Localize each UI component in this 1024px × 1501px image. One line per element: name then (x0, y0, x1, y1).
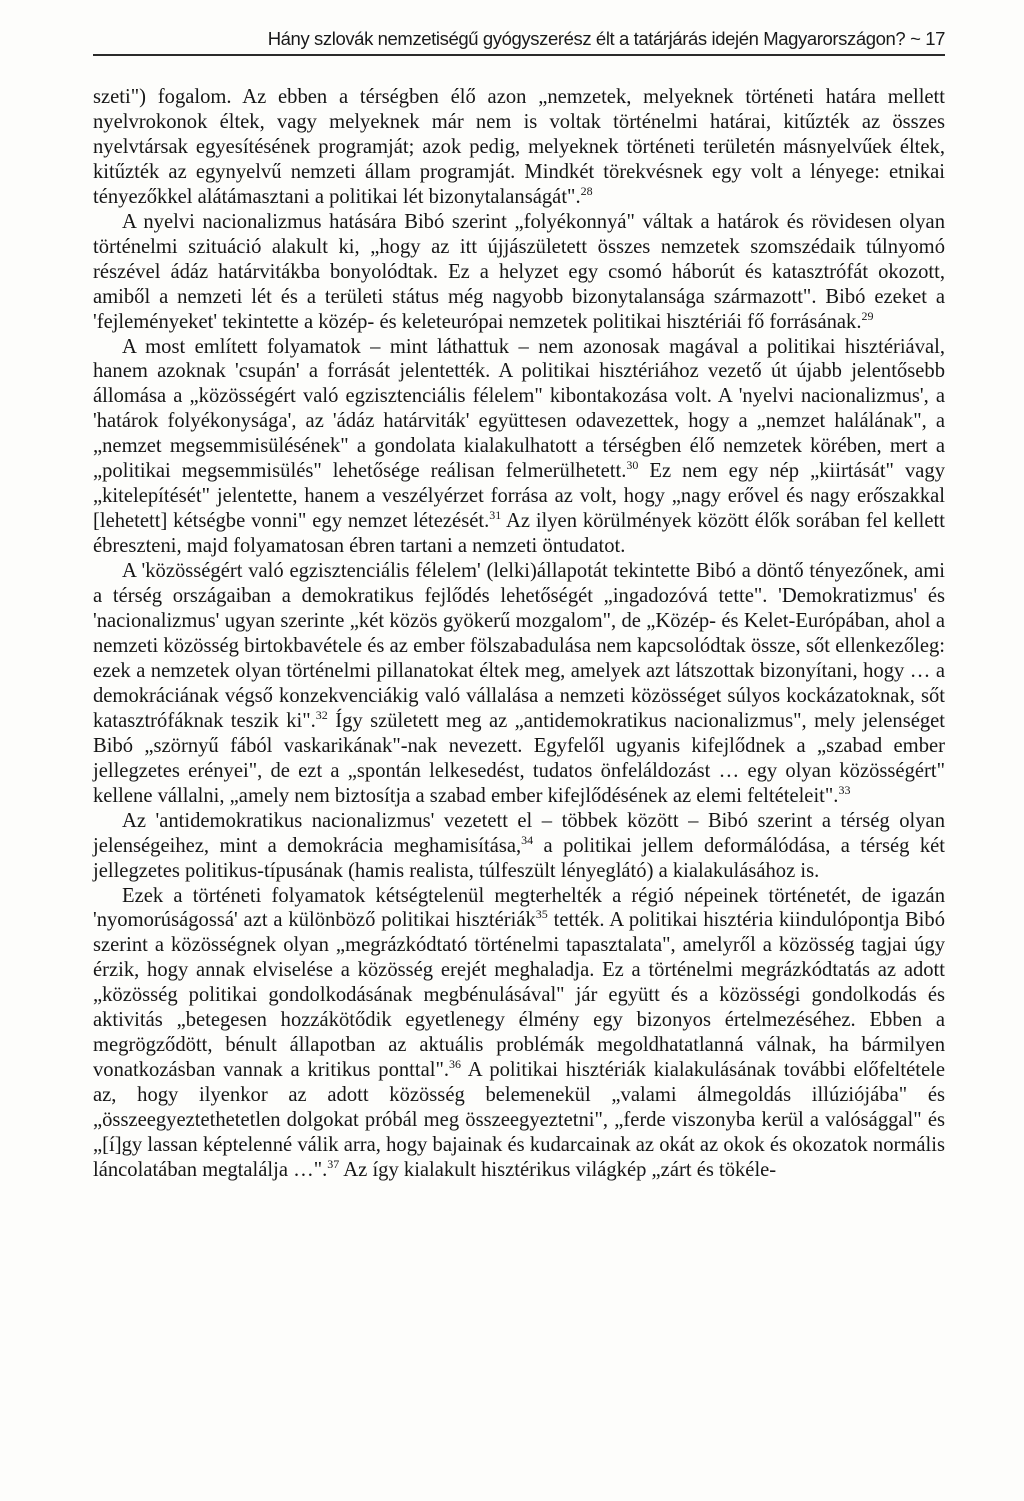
footnote-ref: 37 (327, 1156, 340, 1171)
paragraph (93, 559, 945, 809)
footnote-ref: 32 (315, 707, 328, 722)
paragraph (93, 884, 945, 1183)
paragraph-text: A politikai hisztériák kialakulásának további előfeltétele az, hogy ilyenkor az adott közösség belemenekül „valami álmegoldás illúziójába" és „összeegyeztethetetlen dolgokat próbál meg összeegyeztetni", „ferde viszonyba kerül a valósággal" és „[í]gy lassan képtelenné válik arra, hogy bajainak és kudarcainak az okát az okok és okozatok normális láncolatában megtalálja …". (93, 1059, 945, 1181)
paragraph-text: a politikai jellem deformálódása, a térség két jellegzetes politikus-típusának (hamis realista, túlfeszült lényeglátó) a kialakulásához is. (93, 834, 946, 882)
footnote-ref: 36 (449, 1057, 462, 1072)
paragraph-text: Ez nem egy nép „kiirtását" vagy „kitelepítését" jelentette, hanem a veszélyérzet forrása az volt, hogy „nagy erővel és nagy erőszakkal [lehetett] kétségbe vonni" egy nemzet létezését. (93, 460, 945, 533)
footnote-ref: 31 (489, 508, 502, 523)
footnote-ref: 35 (535, 907, 548, 922)
paragraph-text: A most említett folyamatok – mint láthattuk – nem azonosak magával a politikai hisztériával, hanem azoknak 'csupán' a forrását jelentették. A politikai hisztériához vezető út újabb jelentősebb állomása a „közösségért való egzisztenciális félelem" kibontakozása volt. A 'nyelvi nacionalizmus', a 'határok folyékonysága', az 'ádáz határviták' együttesen odavezettek, hogy a „nemzet halálának", a „nemzet megsemmisülésének" a gondolata kialakulhatott a térségben élő nemzetek körében, mert a „politikai megsemmisülés" lehetősége reálisan felmerülhetett. (93, 335, 945, 483)
footnote-ref: 34 (521, 832, 534, 847)
paragraph (93, 85, 945, 210)
header-rule (93, 54, 945, 56)
paragraph-text: Így született meg az „antidemokratikus nacionalizmus", mely jelenséget Bibó „szörnyű fából vaskarikának"-nak nevezett. Egyfelől ugyanis kifejlődnek a „szabad ember jellegzetes erényei", de ezt a „spontán lelkesedést, tudatos önfeláldozást … egy olyan közösségért" kellene vállalni, „amely nem biztosítja a szabad ember kifejlődésének az elemi feltételeit". (93, 709, 946, 807)
paragraph-text: A 'közösségért való egzisztenciális félelem' (lelki)állapotát tekintette Bibó a döntő tényezőnek, ami a térség országaiban a demokratikus fejlődés lehetőségét „ingadozóvá tette". 'Demokratizmus' és 'nacionalizmus' ugyan szerinte „két közös gyökerű mozgalom", de „Közép- és Kelet-Európában, ahol a nemzeti közösség birtokbavétele és az ember fölszabadulása nem kapcsolódtak össze, sőt ellenkezőleg: ezek a nemzetek olyan történelmi pillanatokat éltek meg, amelyek azt látszottak bizonyítani, hogy … a demokráciának végső konzekvenciákig való vállalása a nemzeti közösséget súlyos kockázatoknak, sőt katasztrófáknak teszik ki". (93, 560, 945, 732)
paragraph-text: Ezek a történeti folyamatok kétségtelenül megterhelték a régió népeinek történetét, de igazán 'nyomorúságossá' azt a különböző politikai hisztériák (93, 884, 945, 932)
running-header (93, 26, 945, 56)
header-separator: ~ (910, 28, 921, 49)
footnote-ref: 29 (861, 308, 874, 323)
paragraph (93, 335, 945, 560)
body-text (93, 85, 945, 1183)
paragraph-text: Az így kialakult hisztérikus világkép „zárt és tökéle- (339, 1158, 777, 1181)
page-number: 17 (925, 28, 945, 49)
footnote-ref: 30 (626, 458, 639, 473)
paragraph-text: tették. A politikai hisztéria kiindulópontja Bibó szerint a közösségnek olyan „megrázkódtató történelmi tapasztalata", amelyről a közösség tagjai úgy érzik, hogy annak elviselése a közösség erejét meghaladja. Ez a történelmi megrázkódtatás az adott „közösség politikai gondolkodásának megbénulásával" jár együtt és a közösségi gondolkodás és aktivitás „betegesen hozzákötődik egyetlenegy élmény egy bizonyos értelmezéséhez. Ebben a megrögződött, bénult állapotban az aktuális problémák megoldhatatlanná válnak, ha bármilyen vonatkozásban vannak a kritikus ponttal". (93, 909, 946, 1082)
paragraph (93, 809, 945, 884)
paragraph-text: Az ilyen körülmények között élők sorában fel kellett ébreszteni, majd folyamatosan ébren tartani a nemzeti öntudatot. (93, 510, 945, 558)
running-title: Hány szlovák nemzetiségű gyógyszerész élt a tatárjárás idején Magyarországon? (267, 28, 906, 49)
paragraph-text: Az 'antidemokratikus nacionalizmus' vezetett el – többek között – Bibó szerint a térség olyan jelenségeihez, mint a demokrácia meghamisítása, (93, 809, 945, 857)
paragraph-text: A nyelvi nacionalizmus hatására Bibó szerint „folyékonnyá" váltak a határok és rövidesen olyan történelmi szituáció alakult ki, „hogy az itt újjászületett összes nemzetek szomszédaik túlnyomó részével ádáz határvitákba bonyolódtak. Ez a helyzet egy csomó háborút és katasztrófát okozott, amiből a nemzeti lét és a területi státus még nagyobb bizonytalansága származott". Bibó ezeket a 'fejleményeket' tekintette a közép- és keleteurópai nemzetek politikai hisztériái fő forrásának. (93, 210, 945, 333)
footnote-ref: 33 (838, 782, 851, 797)
paragraph (93, 210, 945, 335)
paragraph-text: szeti") fogalom. Az ebben a térségben élő azon „nemzetek, melyeknek történeti határa mellett nyelvrokonok éltek, vagy melyeknek már nem is voltak történelmi határai, kitűzték az összes nyelvtársak egyesítésének programját; azok pedig, melyeknek történeti területén másnyelvűek éltek, kitűzték az egynyelvű nemzeti állam programját. Mindkét törekvésnek egy volt a lényege: etnikai tényezőkkel alátámasztani a politikai lét bizonytalanságát". (93, 86, 945, 208)
footnote-ref: 28 (580, 183, 593, 198)
